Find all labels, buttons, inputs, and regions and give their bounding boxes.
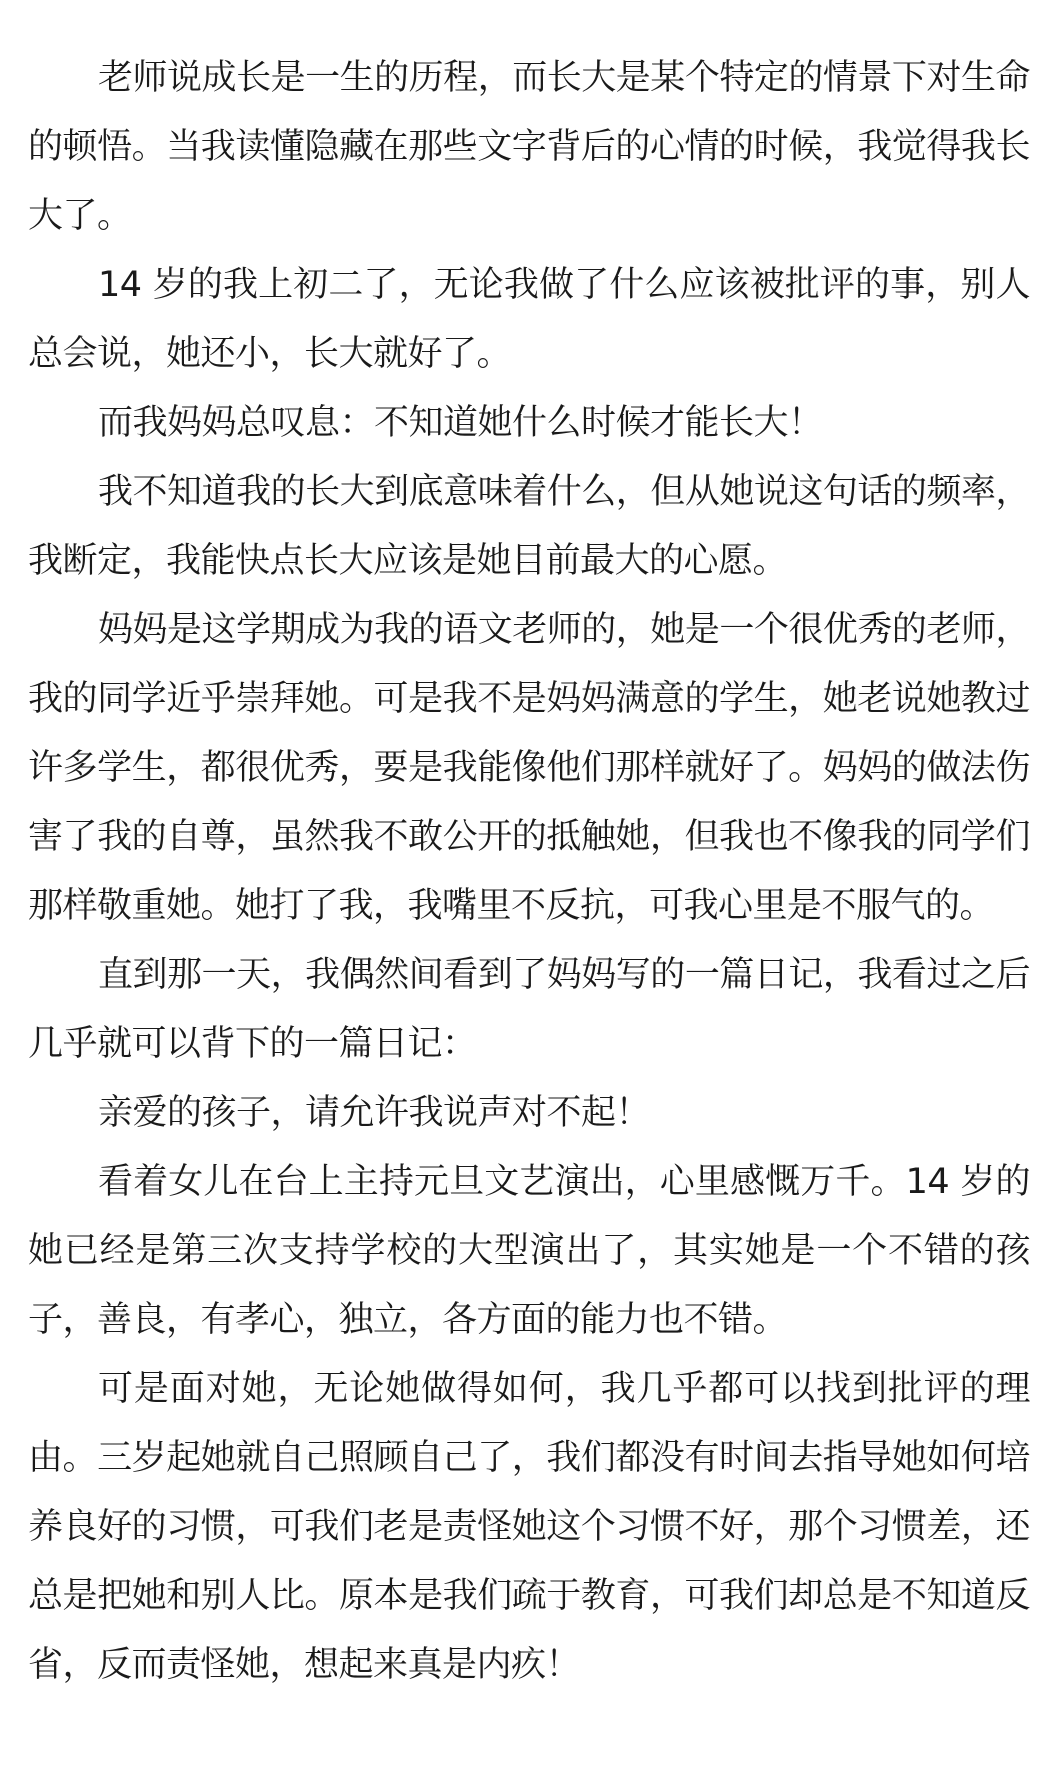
paragraph: 妈妈是这学期成为我的语文老师的，她是一个很优秀的老师，我的同学近乎崇拜她。可是我不是妈妈满意的学生，她老说她教过许多学生，都很优秀，要是我能像他们那样就好了。妈妈的做法伤害了我的自尊，虽然我不敢公开的抵触她，但我也不像我的同学们那样敬重她。她打了我，我嘴里不反抗，可我心里是不服气的。 (28, 610, 1030, 926)
paragraph: 亲爱的孩子，请允许我说声对不起！ (98, 1093, 651, 1133)
paragraph: 而我妈妈总叹息：不知道她什么时候才能长大！ (98, 403, 823, 443)
paragraph: 直到那一天，我偶然间看到了妈妈写的一篇日记，我看过之后几乎就可以背下的一篇日记： (28, 955, 1030, 1064)
paragraph: 我不知道我的长大到底意味着什么，但从她说这句话的频率，我断定，我能快点长大应该是她目前最大的心愿。 (28, 472, 1030, 581)
paragraph: 14 岁的我上初二了，无论我做了什么应该被批评的事，别人总会说，她还小，长大就好了。 (28, 265, 1030, 374)
paragraph: 老师说成长是一生的历程，而长大是某个特定的情景下对生命的顿悟。当我读懂隐藏在那些文字背后的心情的时候，我觉得我长大了。 (28, 58, 1030, 236)
paragraph: 看着女儿在台上主持元旦文艺演出，心里感慨万千。14 岁的她已经是第三次支持学校的大型演出了，其实她是一个不错的孩子，善良，有孝心，独立，各方面的能力也不错。 (28, 1162, 1030, 1340)
paragraph: 可是面对她，无论她做得如何，我几乎都可以找到批评的理由。三岁起她就自己照顾自己了，我们都没有时间去指导她如何培养良好的习惯，可我们老是责怪她这个习惯不好，那个习惯差，还总是把她和别人比。原本是我们疏于教育，可我们却总是不知道反省，反而责怪她，想起来真是内疚！ (28, 1369, 1030, 1685)
